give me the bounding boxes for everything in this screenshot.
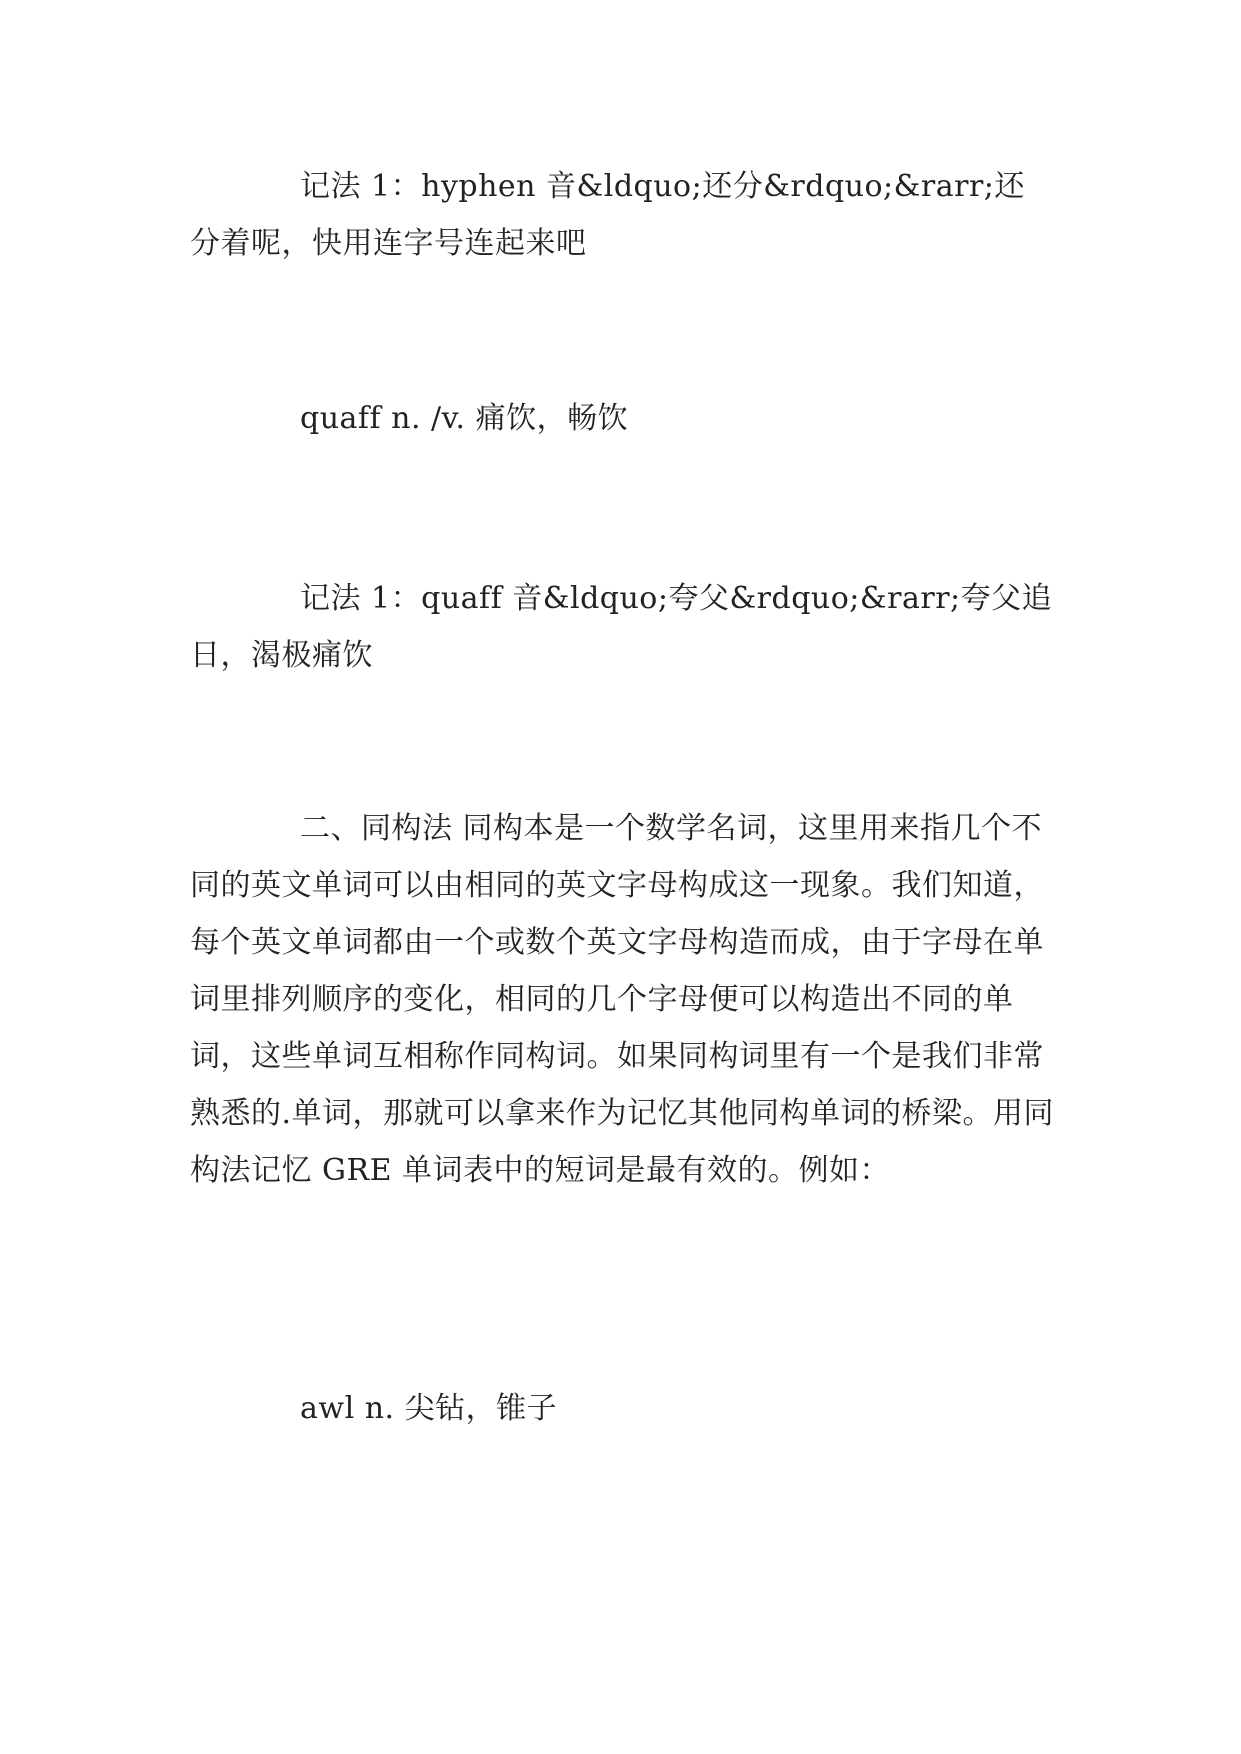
paragraph-quaff-definition: quaff n. /v. 痛饮，畅饮	[300, 401, 629, 436]
paragraph-isomorphism-method: 二、同构法 同构本是一个数学名词，这里用来指几个不同的英文单词可以由相同的英文字母构成这一现象。我们知道，每个英文单词都由一个或数个英文字母构造而成，由于字母在单词里排列顺序的变化，相同的几个字母便可以构造出不同的单词，这些单词互相称作同构词。如果同构词里有一个是我们非常熟悉的.单词，那就可以拿来作为记忆其他同构单词的桥梁。用同构法记忆 GRE 单词表中的短词是最有效的。例如：	[190, 811, 1055, 1188]
paragraph-awl-definition: awl n. 尖钻，锥子	[300, 1391, 558, 1426]
paragraph-hyphen-mnemonic: 记法 1：hyphen 音&ldquo;还分&rdquo;&rarr;还分着呢，快用连字号连起来吧	[190, 169, 1025, 261]
paragraph-quaff-mnemonic: 记法 1：quaff 音&ldquo;夸父&rdquo;&rarr;夸父追日，渴极痛饮	[190, 581, 1053, 673]
